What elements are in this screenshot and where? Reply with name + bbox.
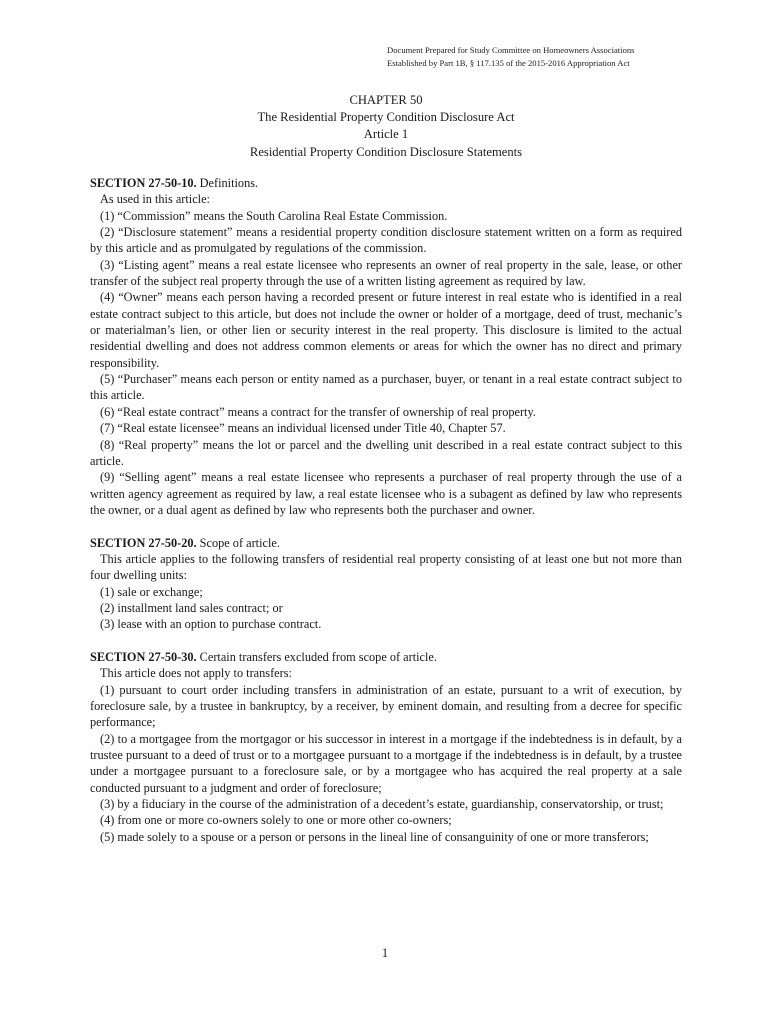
section-heading: [90, 535, 682, 551]
paragraph: (2) “Disclosure statement” means a residential property condition disclosure statement written on a form as required by this article and as promulgated by regulations of the commission.: [90, 225, 682, 256]
section-heading: [90, 175, 682, 191]
paragraph: (3) by a fiduciary in the course of the administration of a decedent’s estate, guardianship, conservatorship, or trust;: [100, 797, 664, 812]
paragraph: (4) from one or more co-owners solely to one or more other co-owners;: [100, 813, 452, 828]
paragraph: This article applies to the following transfers of residential real property consisting of at least one but not more than four dwelling units:: [90, 551, 682, 583]
chapter-title-block: [88, 92, 684, 161]
section-title: Certain transfers excluded from scope of article.: [196, 649, 437, 664]
paragraph: (8) “Real property” means the lot or parcel and the dwelling unit described in a real estate contract subject to this article.: [90, 437, 682, 468]
paragraph: (5) made solely to a spouse or a person or persons in the lineal line of consanguinity of one or more transferors;: [100, 829, 649, 844]
section-heading: [90, 649, 682, 665]
section-title: Definitions.: [196, 176, 259, 190]
section-27-50-20: [90, 535, 682, 633]
paragraph: This article does not apply to transfers:: [100, 666, 292, 681]
paragraph: (4) “Owner” means each person having a recorded present or future interest in real estate who is identified in a real estate contract subject to this article, but does not include the owner or holder of a mortgage, deed of trust, mechanic’s or materialman’s lien, or other lien or security interest in the real property. This disclosure is limited to the actual residential dwelling and does not address common elements or areas for which the owner has no direct and primary responsibility.: [90, 290, 682, 370]
article-subtitle: Residential Property Condition Disclosure Statements: [249, 144, 523, 159]
paragraph: (1) pursuant to court order including transfers in administration of an estate, pursuant to a writ of execution, by foreclosure sale, by a trustee in bankruptcy, by a receiver, by eminent domain, and resulting from a decree for specific performance;: [90, 682, 682, 730]
page-number: 1: [381, 946, 389, 960]
section-27-50-10: [90, 175, 682, 518]
section-27-50-30: [90, 649, 682, 845]
paragraph: (3) “Listing agent” means a real estate licensee who represents an owner of real property in the sale, lease, or other transfer of the subject real property through the use of a written listing agreement as required by law.: [90, 257, 682, 289]
section-title: Scope of article.: [196, 535, 280, 550]
section-number: SECTION 27-50-30.: [90, 649, 197, 664]
article-number: Article 1: [363, 127, 409, 142]
paragraph: (6) “Real estate contract” means a contract for the transfer of ownership of real property.: [100, 404, 536, 419]
paragraph: (1) “Commission” means the South Carolina Real Estate Commission.: [100, 208, 448, 223]
document-body: [90, 175, 682, 861]
paragraph: (1) sale or exchange;: [100, 584, 203, 599]
document-header-note: [387, 44, 747, 69]
paragraph: (2) installment land sales contract; or: [100, 600, 283, 615]
paragraph: (9) “Selling agent” means a real estate licensee who represents a purchaser of real property through the use of a written agency agreement as required by law, a real estate licensee who is a subagent as defined by law who represents the owner, or a dual agent as defined by law who represents both the purchaser and owner.: [90, 470, 682, 517]
section-number: SECTION 27-50-10.: [90, 176, 197, 190]
paragraph: (3) lease with an option to purchase contract.: [100, 617, 322, 632]
paragraph: (5) “Purchaser” means each person or entity named as a purchaser, buyer, or tenant in a real estate contract subject to this article.: [90, 372, 682, 403]
header-note-line-1: Document Prepared for Study Committee on Homeowners Associations: [387, 45, 635, 55]
act-title: The Residential Property Condition Disclosure Act: [257, 110, 515, 125]
paragraph: (7) “Real estate licensee” means an individual licensed under Title 40, Chapter 57.: [100, 421, 506, 436]
paragraph: (2) to a mortgagee from the mortgagor or his successor in interest in a mortgage if the indebtedness is in default, by a trustee pursuant to a deed of trust or to a mortgagee pursuant to a mortgage if the indebtedness is in default, by a trustee under a mortgagee pursuant to a foreclosure sale, or by a mortgagee who has acquired the real property at a sale conducted pursuant to a judgment and order of foreclosure;: [90, 731, 682, 795]
chapter-number: CHAPTER 50: [349, 93, 423, 107]
paragraph: As used in this article:: [100, 192, 210, 207]
header-note-line-2: Established by Part 1B, § 117.135 of the 2015-2016 Appropriation Act: [387, 57, 630, 68]
section-number: SECTION 27-50-20.: [90, 535, 197, 550]
